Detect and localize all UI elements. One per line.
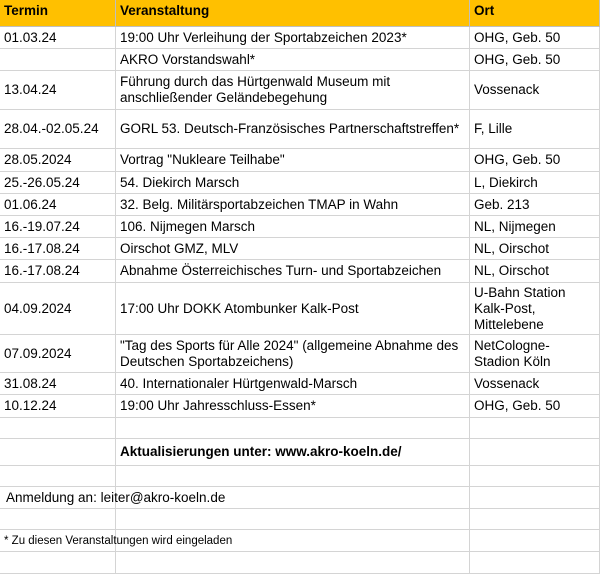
- cell-event[interactable]: AKRO Vorstandswahl*: [116, 49, 470, 71]
- cell-event[interactable]: Vortrag "Nukleare Teilhabe": [116, 149, 470, 172]
- cell-event[interactable]: Oirschot GMZ, MLV: [116, 238, 470, 260]
- cell-date[interactable]: 04.09.2024: [0, 283, 116, 335]
- cell-date[interactable]: 13.04.24: [0, 71, 116, 110]
- cell-date[interactable]: 28.04.-02.05.24: [0, 110, 116, 149]
- cell-date[interactable]: 16.-17.08.24: [0, 260, 116, 283]
- cell-event[interactable]: "Tag des Sports für Alle 2024" (allgemeine Abnahme des Deutschen Sportabzeichens): [116, 335, 470, 373]
- cell-place[interactable]: Geb. 213: [470, 194, 600, 216]
- registration-note[interactable]: Anmeldung an: leiter@akro-koeln.de: [0, 487, 116, 509]
- empty-cell[interactable]: [0, 466, 116, 487]
- empty-cell[interactable]: [0, 439, 116, 466]
- empty-cell[interactable]: [470, 487, 600, 509]
- cell-place[interactable]: OHG, Geb. 50: [470, 49, 600, 71]
- empty-cell[interactable]: [116, 530, 470, 552]
- cell-date[interactable]: 01.03.24: [0, 27, 116, 49]
- cell-date[interactable]: 16.-17.08.24: [0, 238, 116, 260]
- empty-cell[interactable]: [116, 466, 470, 487]
- cell-place[interactable]: Vossenack: [470, 71, 600, 110]
- empty-cell[interactable]: [116, 418, 470, 439]
- cell-place[interactable]: NL, Nijmegen: [470, 216, 600, 238]
- cell-place[interactable]: Vossenack: [470, 373, 600, 395]
- cell-place[interactable]: NetCologne-Stadion Köln: [470, 335, 600, 373]
- cell-place[interactable]: F, Lille: [470, 110, 600, 149]
- empty-cell[interactable]: [470, 439, 600, 466]
- header-date[interactable]: Termin: [0, 0, 116, 27]
- empty-cell[interactable]: [116, 487, 470, 509]
- empty-cell[interactable]: [116, 552, 470, 574]
- cell-date[interactable]: [0, 49, 116, 71]
- cell-place[interactable]: OHG, Geb. 50: [470, 395, 600, 418]
- empty-cell[interactable]: [470, 509, 600, 530]
- cell-event[interactable]: 54. Diekirch Marsch: [116, 172, 470, 194]
- cell-date[interactable]: 25.-26.05.24: [0, 172, 116, 194]
- empty-cell[interactable]: [116, 509, 470, 530]
- header-place[interactable]: Ort: [470, 0, 600, 27]
- cell-event[interactable]: GORL 53. Deutsch-Französisches Partnerschaftstreffen*: [116, 110, 470, 149]
- cell-event[interactable]: 40. Internationaler Hürtgenwald-Marsch: [116, 373, 470, 395]
- cell-date[interactable]: 16.-19.07.24: [0, 216, 116, 238]
- cell-place[interactable]: NL, Oirschot: [470, 238, 600, 260]
- cell-event[interactable]: 17:00 Uhr DOKK Atombunker Kalk-Post: [116, 283, 470, 335]
- empty-cell[interactable]: [470, 530, 600, 552]
- cell-event[interactable]: 106. Nijmegen Marsch: [116, 216, 470, 238]
- cell-event[interactable]: 19:00 Uhr Jahresschluss-Essen*: [116, 395, 470, 418]
- cell-place[interactable]: NL, Oirschot: [470, 260, 600, 283]
- cell-event[interactable]: 32. Belg. Militärsportabzeichen TMAP in Wahn: [116, 194, 470, 216]
- empty-cell[interactable]: [0, 418, 116, 439]
- empty-cell[interactable]: [0, 509, 116, 530]
- empty-cell[interactable]: [470, 552, 600, 574]
- cell-event[interactable]: Abnahme Österreichisches Turn- und Sportabzeichen: [116, 260, 470, 283]
- cell-event[interactable]: Führung durch das Hürtgenwald Museum mit anschließender Geländebegehung: [116, 71, 470, 110]
- header-event[interactable]: Veranstaltung: [116, 0, 470, 27]
- updates-note[interactable]: Aktualisierungen unter: www.akro-koeln.de/: [116, 439, 470, 466]
- cell-place[interactable]: OHG, Geb. 50: [470, 27, 600, 49]
- cell-date[interactable]: 31.08.24: [0, 373, 116, 395]
- cell-place[interactable]: U-Bahn Station Kalk-Post, Mittelebene: [470, 283, 600, 335]
- empty-cell[interactable]: [470, 418, 600, 439]
- empty-cell[interactable]: [0, 552, 116, 574]
- footnote[interactable]: * Zu diesen Veranstaltungen wird eingeladen: [0, 530, 116, 552]
- cell-place[interactable]: L, Diekirch: [470, 172, 600, 194]
- cell-date[interactable]: 10.12.24: [0, 395, 116, 418]
- cell-date[interactable]: 07.09.2024: [0, 335, 116, 373]
- cell-place[interactable]: OHG, Geb. 50: [470, 149, 600, 172]
- cell-date[interactable]: 01.06.24: [0, 194, 116, 216]
- cell-date[interactable]: 28.05.2024: [0, 149, 116, 172]
- empty-cell[interactable]: [470, 466, 600, 487]
- cell-event[interactable]: 19:00 Uhr Verleihung der Sportabzeichen 2023*: [116, 27, 470, 49]
